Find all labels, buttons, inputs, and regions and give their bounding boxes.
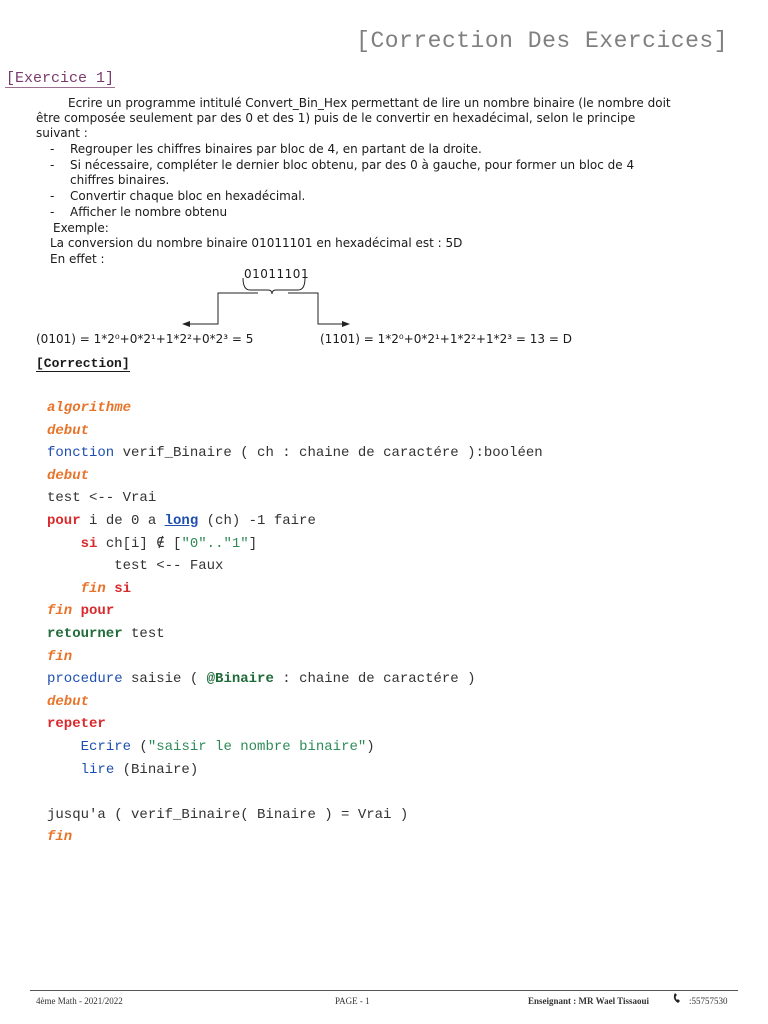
code-token: pour <box>47 513 81 529</box>
code-line <box>47 738 375 756</box>
en-effet-label: En effet : <box>50 252 105 266</box>
code-line <box>47 489 156 507</box>
code-token: test <-- Faux <box>47 558 224 575</box>
code-token <box>47 581 81 597</box>
code-token: : chaine de caractére ) <box>273 671 476 688</box>
binary-number: 01011101 <box>244 267 310 281</box>
code-token <box>47 762 81 778</box>
code-token: saisie ( <box>122 671 207 688</box>
left-formula: (0101) = 1*2⁰+0*2¹+1*2²+0*2³ = 5 <box>36 332 254 346</box>
code-line <box>47 422 89 440</box>
code-line <box>47 761 198 779</box>
code-token: "0".."1" <box>181 535 249 552</box>
code-token: "saisir le nombre binaire" <box>147 739 367 755</box>
left-arrow-head <box>182 321 190 327</box>
bullet-dash: - <box>50 205 55 219</box>
footer-page-number: PAGE - 1 <box>335 996 370 1006</box>
intro-line-3: suivant : <box>36 126 88 140</box>
intro-line-1: Ecrire un programme intitulé Convert_Bin_Hex permettant de lire un nombre binaire (le nombre doit <box>68 96 671 110</box>
code-token: debut <box>47 467 90 484</box>
intro-line-2: être composée seulement par des 0 et des 1) puis de le convertir en hexadécimal, selon le principe <box>36 111 636 125</box>
example-label: Exemple: <box>53 221 109 235</box>
code-line <box>47 512 316 530</box>
code-line <box>47 715 106 733</box>
code-line <box>47 648 72 666</box>
conversion-arrows <box>0 260 768 340</box>
code-line <box>47 557 223 575</box>
code-token: ( <box>131 739 148 755</box>
code-line <box>47 467 89 485</box>
code-token: @Binaire <box>206 671 274 688</box>
code-token: ] <box>248 535 258 552</box>
right-arrow-head <box>342 321 350 327</box>
code-token: test <box>122 626 165 642</box>
right-arrow-line <box>288 293 346 324</box>
code-token: debut <box>47 693 90 710</box>
code-token: retourner <box>47 626 123 642</box>
code-token: algorithme <box>47 400 132 416</box>
left-arrow-line <box>186 293 258 324</box>
bullet-text: Convertir chaque bloc en hexadécimal. <box>70 189 306 203</box>
footer-teacher: Enseignant : MR Wael Tissaoui <box>528 996 650 1006</box>
phone-icon <box>672 993 688 1005</box>
code-token: ) <box>366 739 375 755</box>
code-token: jusqu'a ( verif_Binaire( Binaire ) = Vrai ) <box>47 806 409 823</box>
footer-divider <box>30 990 738 991</box>
page-title: [Correction Des Exercices] <box>356 28 728 54</box>
correction-heading: [Correction] <box>36 356 130 371</box>
code-token: pour <box>72 603 115 620</box>
bullet-text: Afficher le nombre obtenu <box>70 205 228 219</box>
code-token: si <box>80 535 98 552</box>
code-token: i de 0 a <box>80 513 165 529</box>
code-line <box>47 535 257 553</box>
code-token: lire <box>80 761 115 778</box>
exercise-heading: [Exercice 1] <box>6 70 115 87</box>
code-token: Ecrire <box>80 739 132 755</box>
code-token: si <box>105 580 132 597</box>
code-token: fin <box>47 603 73 620</box>
code-line <box>47 806 408 824</box>
code-token: ch[i] ∉ [ <box>97 535 182 552</box>
code-line <box>47 580 131 598</box>
code-line <box>47 602 114 620</box>
code-line <box>47 828 72 846</box>
footer-phone: :55757530 <box>689 996 728 1006</box>
code-token: long <box>164 513 199 529</box>
code-token <box>47 536 81 552</box>
code-token: procedure <box>47 671 123 688</box>
code-line <box>47 670 476 688</box>
code-token <box>47 739 81 755</box>
example-text: La conversion du nombre binaire 01011101 en hexadécimal est : 5D <box>50 236 463 250</box>
bullet-text: Regrouper les chiffres binaires par bloc de 4, en partant de la droite. <box>70 142 482 156</box>
code-line <box>47 444 543 462</box>
code-line <box>47 625 165 643</box>
code-token: fin <box>47 829 73 846</box>
bullet-dash: - <box>50 142 55 156</box>
bullet-text: Si nécessaire, compléter le dernier bloc obtenu, par des 0 à gauche, pour former un bloc de 4 <box>70 158 635 172</box>
code-token: fin <box>47 648 73 665</box>
bullet-dash: - <box>50 158 55 172</box>
code-line <box>47 693 89 711</box>
code-token: (ch) -1 faire <box>198 513 316 529</box>
right-formula: (1101) = 1*2⁰+0*2¹+1*2²+1*2³ = 13 = D <box>320 332 572 346</box>
bullet-text: chiffres binaires. <box>70 173 170 187</box>
code-token: fonction <box>47 445 115 462</box>
bullet-dash: - <box>50 189 55 203</box>
code-line <box>47 399 131 417</box>
code-token: test <-- Vrai <box>47 490 157 507</box>
footer-class-year: 4ème Math - 2021/2022 <box>36 996 123 1006</box>
code-token: debut <box>47 422 90 439</box>
code-token: (Binaire) <box>114 761 199 778</box>
code-token: verif_Binaire ( ch : chaine de caractére ):booléen <box>114 445 543 462</box>
code-token: fin <box>80 580 106 597</box>
code-token: repeter <box>47 716 106 733</box>
